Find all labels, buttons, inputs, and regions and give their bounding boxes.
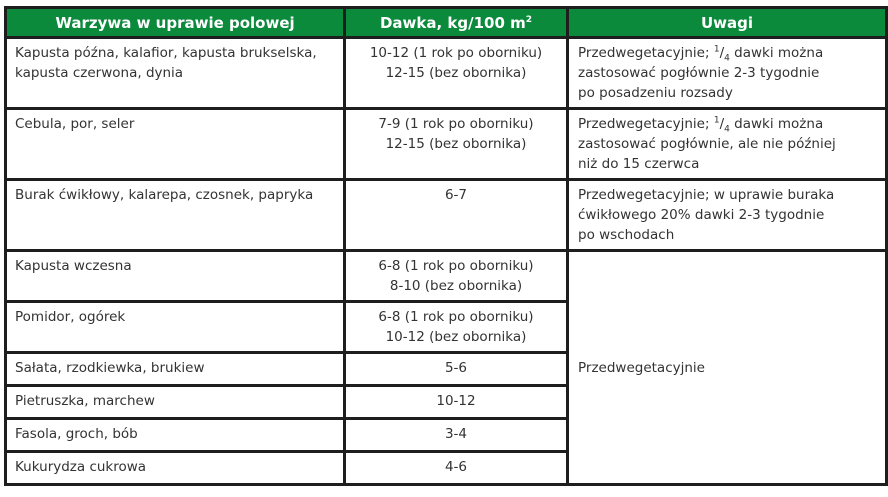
dose-text: 8-10 (bez obornika) — [389, 278, 523, 294]
notes-text: niż do 15 czerwca — [578, 156, 700, 172]
dose-text: 10-12 (1 rok po oborniku) — [369, 45, 543, 61]
vegetable-text: Pomidor, ogórek — [15, 309, 126, 325]
vegetable-cell — [6, 38, 345, 109]
dose-text: 12-15 (bez obornika) — [385, 136, 527, 152]
vegetable-cell — [6, 302, 345, 353]
dose-text: 6-8 (1 rok po oborniku) — [378, 309, 534, 325]
dose-text: 6-8 (1 rok po oborniku) — [378, 258, 534, 274]
notes-text: po posadzeniu rozsady — [578, 85, 733, 101]
dose-text: 10-12 (bez obornika) — [385, 329, 527, 345]
dose-text: 5-6 — [444, 360, 468, 376]
vegetable-text: Burak ćwikłowy, kalarepa, czosnek, papryka — [15, 187, 314, 203]
dose-cell — [345, 386, 568, 419]
vegetable-cell — [6, 180, 345, 251]
notes-text-part: Przedwegetacyjnie; — [578, 116, 714, 132]
header-notes: Uwagi — [568, 8, 887, 38]
table-row — [6, 180, 887, 251]
notes-cell — [568, 38, 887, 109]
dose-cell — [345, 353, 568, 386]
table-row — [6, 109, 887, 180]
table-row — [6, 38, 887, 109]
dose-text: 6-7 — [444, 187, 468, 203]
notes-text-part: dawki można — [729, 116, 824, 132]
vegetable-text: Sałata, rzodkiewka, brukiew — [15, 360, 205, 376]
header-dose-label: Dawka, kg/100 m — [379, 13, 526, 32]
vegetable-text: Pietruszka, marchew — [15, 393, 155, 409]
notes-text-part: dawki można — [729, 45, 824, 61]
fraction-numerator: 1 — [713, 115, 720, 126]
fertilizer-dose-table — [4, 6, 888, 486]
dose-text: 4-6 — [444, 459, 468, 475]
vegetable-cell — [6, 109, 345, 180]
fraction-denominator: 4 — [724, 124, 730, 135]
dose-text: 7-9 (1 rok po oborniku) — [378, 116, 534, 132]
notes-cell — [568, 109, 887, 180]
fraction-numerator: 1 — [713, 44, 720, 55]
merged-notes-cell — [568, 251, 887, 485]
dose-text: 3-4 — [444, 426, 468, 442]
vegetable-cell — [6, 251, 345, 302]
fraction-slash: / — [719, 45, 725, 61]
vegetable-text: Kapusta wczesna — [15, 258, 132, 274]
notes-text: po wschodach — [578, 227, 675, 243]
dose-cell — [345, 109, 568, 180]
header-dose — [345, 8, 568, 38]
dose-text: 10-12 — [436, 393, 476, 409]
table-row — [6, 251, 887, 302]
notes-text: zastosować pogłównie, ale nie później — [578, 136, 836, 152]
notes-text: zastosować pogłównie 2-3 tygodnie — [578, 65, 820, 81]
header-row — [6, 8, 887, 38]
notes-text: Przedwegetacyjnie; w uprawie buraka — [578, 187, 835, 203]
notes-text — [578, 43, 877, 63]
dose-text: 12-15 (bez obornika) — [385, 65, 527, 81]
vegetable-cell — [6, 386, 345, 419]
notes-text: Przedwegetacyjnie — [578, 359, 705, 376]
dose-cell — [345, 302, 568, 353]
dose-cell — [345, 180, 568, 251]
dose-cell — [345, 452, 568, 485]
vegetable-text: kapusta czerwona, dynia — [15, 65, 184, 81]
fraction-denominator: 4 — [724, 53, 730, 64]
vegetable-cell — [6, 452, 345, 485]
dose-cell — [345, 251, 568, 302]
vegetable-cell — [6, 419, 345, 452]
vegetable-text: Cebula, por, seler — [15, 116, 135, 132]
notes-text — [578, 114, 877, 134]
dose-cell — [345, 419, 568, 452]
header-dose-unit-sup: 2 — [525, 14, 533, 25]
notes-text: ćwikłowego 20% dawki 2-3 tygodnie — [578, 207, 825, 223]
vegetable-cell — [6, 353, 345, 386]
vegetable-text: Kukurydza cukrowa — [15, 459, 147, 475]
notes-text-part: Przedwegetacyjnie; — [578, 45, 714, 61]
dose-cell — [345, 38, 568, 109]
notes-cell — [568, 180, 887, 251]
header-vegetable: Warzywa w uprawie polowej — [6, 8, 345, 38]
vegetable-text: Fasola, groch, bób — [15, 426, 138, 442]
fraction-slash: / — [719, 116, 725, 132]
vegetable-text: Kapusta późna, kalafior, kapusta brukselska, — [15, 45, 317, 61]
